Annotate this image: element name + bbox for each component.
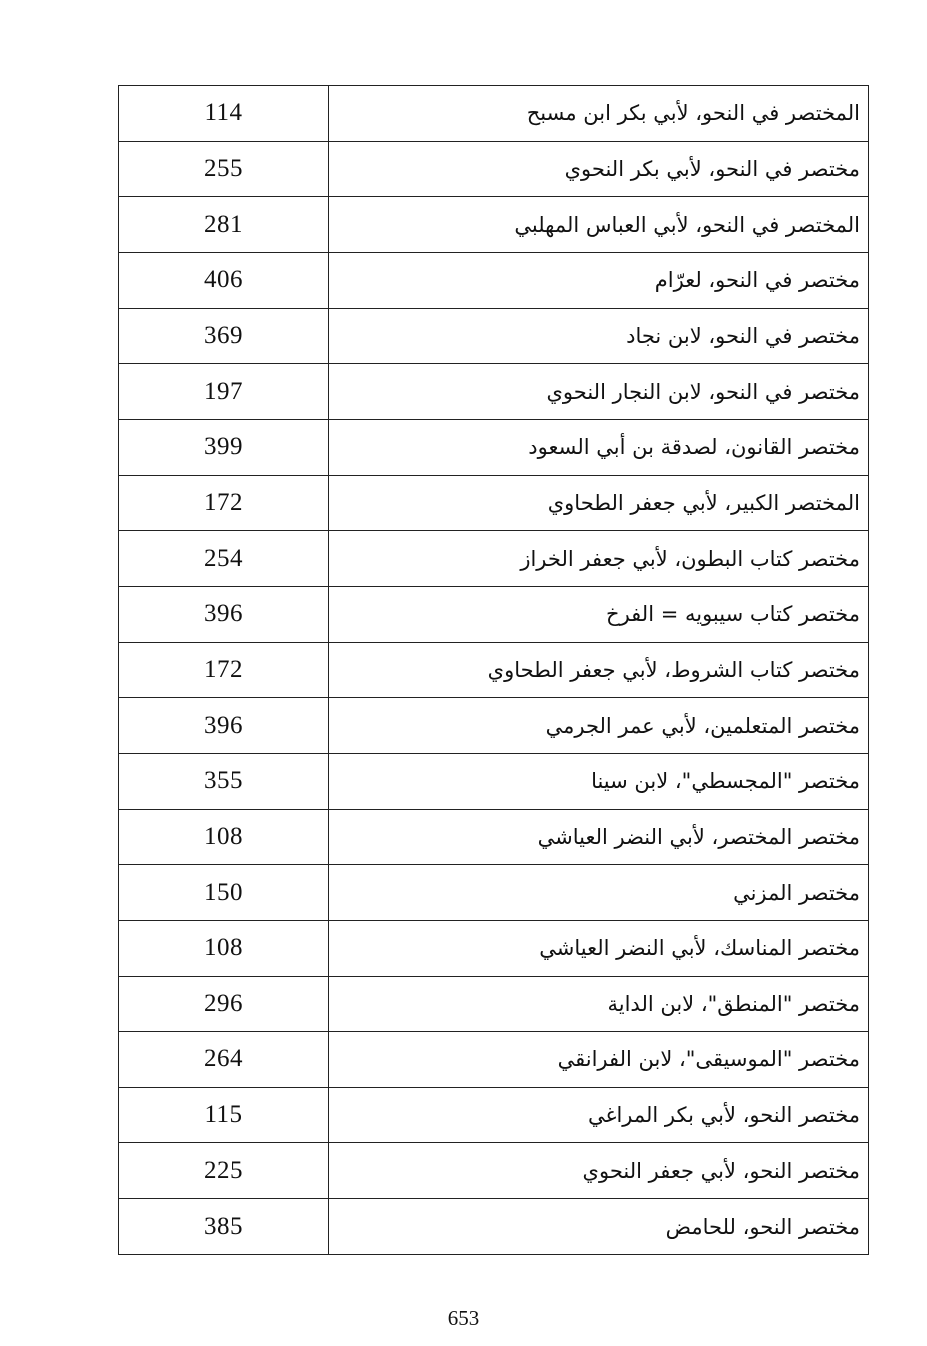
book-title: مختصر المتعلمين، لأبي عمر الجرمي [329,698,869,754]
book-title: مختصر القانون، لصدقة بن أبي السعود [329,419,869,475]
book-title: مختصر المختصر، لأبي النضر العياشي [329,809,869,865]
book-title: مختصر في النحو، لابن نجاد [329,308,869,364]
book-title: مختصر "المنطق"، لابن الداية [329,976,869,1032]
page-ref: 150 [119,865,329,921]
table-row [119,1032,869,1088]
book-title: مختصر في النحو، لابن النجار النحوي [329,364,869,420]
table-row [119,642,869,698]
book-title: مختصر النحو، لأبي بكر المراغي [329,1087,869,1143]
page-ref: 355 [119,753,329,809]
table-row [119,475,869,531]
table-row [119,698,869,754]
table-row [119,809,869,865]
table-row [119,419,869,475]
table-row [119,976,869,1032]
table-row [119,252,869,308]
book-title: مختصر في النحو، لأبي بكر النحوي [329,141,869,197]
page-ref: 108 [119,920,329,976]
table-row [119,364,869,420]
page-ref: 115 [119,1087,329,1143]
table-row [119,1087,869,1143]
page-ref: 172 [119,475,329,531]
page-ref: 255 [119,141,329,197]
book-title: مختصر كتاب البطون، لأبي جعفر الخراز [329,531,869,587]
index-table [118,85,869,1255]
page-ref: 108 [119,809,329,865]
book-title: مختصر "المجسطي"، لابن سينا [329,753,869,809]
book-title: مختصر النحو، لأبي جعفر النحوي [329,1143,869,1199]
book-title: المختصر في النحو، لأبي بكر ابن مسبح [329,86,869,142]
table-row [119,1143,869,1199]
table-row [119,586,869,642]
page-ref: 254 [119,531,329,587]
table-row [119,308,869,364]
table-row [119,531,869,587]
page-ref: 406 [119,252,329,308]
table-row [119,920,869,976]
page-ref: 114 [119,86,329,142]
book-title: المختصر الكبير، لأبي جعفر الطحاوي [329,475,869,531]
book-title: مختصر المناسك، لأبي النضر العياشي [329,920,869,976]
page-ref: 385 [119,1199,329,1255]
book-title: مختصر "الموسيقى"، لابن الفرانقي [329,1032,869,1088]
page-ref: 225 [119,1143,329,1199]
page-ref: 197 [119,364,329,420]
page-ref: 399 [119,419,329,475]
table-row [119,141,869,197]
page-number: 653 [447,1306,480,1330]
page-ref: 296 [119,976,329,1032]
page-ref: 369 [119,308,329,364]
page-ref: 264 [119,1032,329,1088]
table-row [119,753,869,809]
table-row [119,1199,869,1255]
book-title: المختصر في النحو، لأبي العباس المهلبي [329,197,869,253]
book-title: مختصر كتاب سيبويه = الفرخ [329,586,869,642]
book-title: مختصر النحو، للحامض [329,1199,869,1255]
book-title: مختصر المزني [329,865,869,921]
page-ref: 281 [119,197,329,253]
page-ref: 396 [119,698,329,754]
page-ref: 172 [119,642,329,698]
table-row [119,197,869,253]
table-row [119,865,869,921]
index-table-body [119,86,869,1255]
book-title: مختصر كتاب الشروط، لأبي جعفر الطحاوي [329,642,869,698]
table-row [119,86,869,142]
book-title: مختصر في النحو، لعرّام [329,252,869,308]
page-ref: 396 [119,586,329,642]
